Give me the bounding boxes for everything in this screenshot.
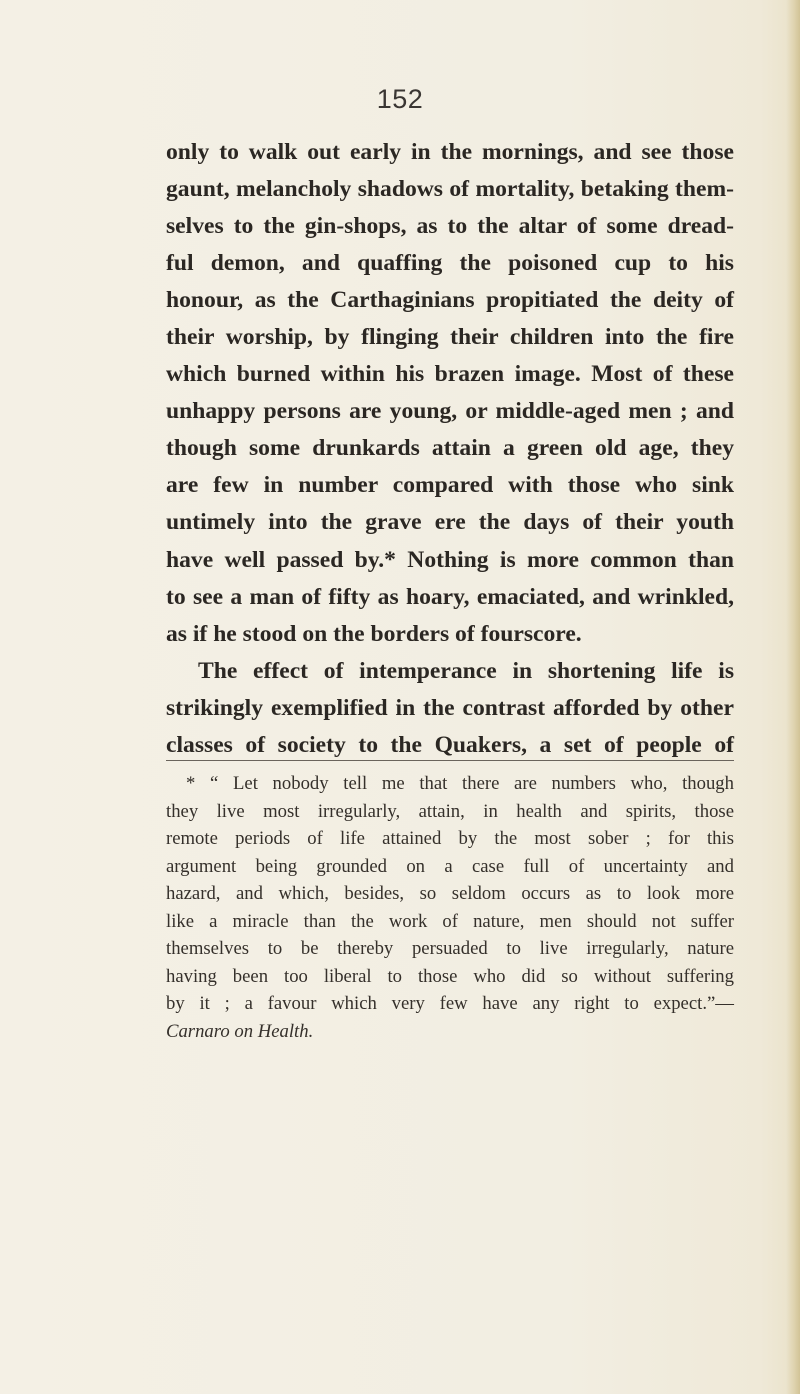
- text-line: untimely into the grave ere the days of their youth: [166, 509, 734, 536]
- footnote-line: * “ Let nobody tell me that there are numbers who, though: [186, 773, 734, 794]
- footnote-attribution: Carnaro on Health.: [166, 1020, 314, 1042]
- text-line: unhappy persons are young, or middle-aged men ; and: [166, 398, 734, 425]
- text-line: as if he stood on the borders of fourscore.: [166, 620, 582, 647]
- page-number: 152: [376, 84, 424, 114]
- text-line: are few in number compared with those who sink: [166, 472, 734, 499]
- text-line: ful demon, and quaffing the poisoned cup to his: [166, 250, 734, 277]
- main-text: [166, 134, 734, 764]
- text-line: strikingly exemplified in the contrast afforded by other: [166, 694, 734, 721]
- footnote-line: having been too liberal to those who did so without suffering: [166, 965, 734, 987]
- footnote-line: by it ; a favour which very few have any right to expect.”—: [166, 993, 734, 1014]
- text-line: to see a man of fifty as hoary, emaciated, and wrinkled,: [166, 583, 734, 610]
- text-line: classes of society to the Quakers, a set of people of: [166, 731, 734, 758]
- text-line: selves to the gin-shops, as to the altar of some dread-: [166, 213, 734, 240]
- footnote-divider: [166, 760, 734, 761]
- page-edge-shadow: [786, 0, 800, 1394]
- footnote-line: they live most irregularly, attain, in health and spirits, those: [166, 800, 734, 822]
- text-line: have well passed by.* Nothing is more common than: [166, 546, 734, 573]
- text-line: their worship, by flinging their children into the fire: [166, 324, 734, 351]
- footnote-line: themselves to be thereby persuaded to live irregularly, nature: [166, 938, 734, 959]
- footnote: [166, 770, 734, 1045]
- text-line: honour, as the Carthaginians propitiated the deity of: [166, 287, 734, 314]
- text-line: which burned within his brazen image. Most of these: [166, 361, 734, 388]
- footnote-line: remote periods of life attained by the most sober ; for this: [166, 828, 734, 849]
- footnote-line: argument being grounded on a case full of uncertainty and: [166, 855, 734, 877]
- footnote-line: hazard, and which, besides, so seldom occurs as to look more: [166, 883, 734, 904]
- text-line: gaunt, melancholy shadows of mortality, betaking them-: [166, 176, 734, 203]
- text-line: though some drunkards attain a green old age, they: [166, 435, 734, 462]
- text-line: The effect of intemperance in shortening life is: [198, 657, 734, 684]
- footnote-line: like a miracle than the work of nature, men should not suffer: [166, 910, 734, 932]
- text-line: only to walk out early in the mornings, and see those: [166, 139, 734, 165]
